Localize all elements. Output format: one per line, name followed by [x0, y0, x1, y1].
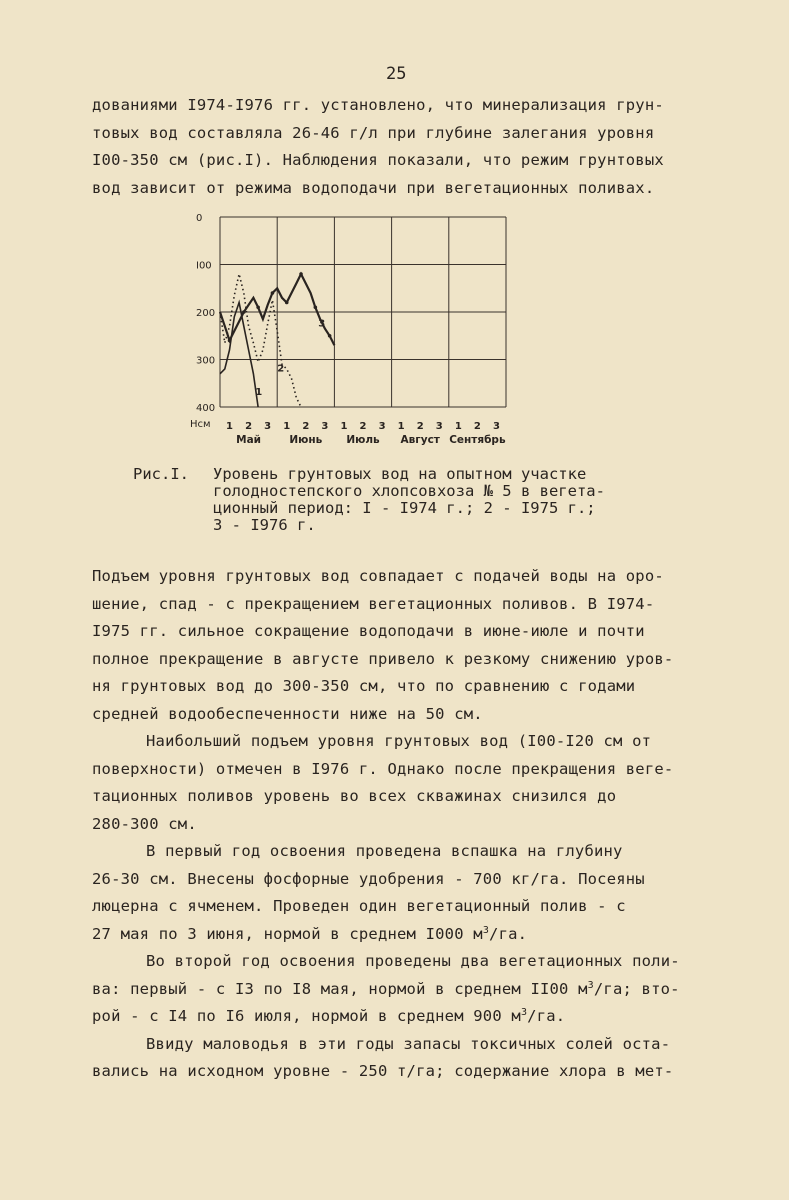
x-tick-label: 1: [226, 421, 234, 432]
figure-caption: [133, 465, 605, 534]
text-line: средней водообеспеченности ниже на 50 см.: [92, 704, 483, 723]
x-tick-label: 3: [492, 421, 500, 432]
x-tick-label: 2: [473, 421, 481, 432]
text-line: рой - с I4 по I6 июля, нормой в среднем 900 $м^3/га$.: [92, 1006, 566, 1025]
text-line: ва: первый - с I3 по I8 мая, нормой в среднем II00 $м^3/га$; вто-: [92, 979, 680, 998]
text-line: Подъем уровня грунтовых вод совпадает с подачей воды на оро-: [92, 567, 664, 585]
x-tick-label: 2: [416, 421, 424, 432]
text-line: вались на исходном уровне - 250 т/га; содержание хлора в мет-: [92, 1062, 674, 1080]
intro-paragraph: [92, 92, 712, 202]
caption-line: Уровень грунтовых вод на опытном участке: [213, 465, 587, 483]
series-marker: [242, 310, 246, 314]
x-tick-label: 2: [245, 421, 253, 432]
text-line: I975 гг. сильное сокращение водоподачи в июне-июле и почти: [92, 622, 645, 640]
paragraph: [92, 1031, 712, 1086]
y-tick-label: I00: [196, 260, 212, 272]
caption-line: 3 - I976 г.: [213, 516, 316, 534]
series-marker: [314, 305, 318, 309]
paragraph: [92, 728, 712, 838]
x-tick-label: 3: [435, 421, 443, 432]
caption-line: ционный период: I - I974 г.; 2 - I975 г.;: [213, 499, 596, 517]
paragraph: [92, 838, 712, 948]
text-line: шение, спад - с прекращением вегетационных поливов. В I974-: [92, 594, 655, 613]
series-label: 2: [277, 363, 285, 375]
body-text: [92, 563, 712, 1086]
text-line: дованиями I974-I976 гг. установлено, что минерализация грун-: [92, 96, 664, 114]
text-line: товых вод составляла 26-46 г/л при глубине залегания уровня: [92, 123, 655, 142]
y-tick-label: 300: [196, 355, 216, 367]
text-line: вод зависит от режима водоподачи при вегетационных поливах.: [92, 178, 655, 197]
page-number: 25: [386, 64, 407, 84]
x-tick-label: 1: [283, 421, 291, 432]
caption-label: Рис.I.: [133, 465, 189, 483]
series-label: 3: [318, 318, 326, 330]
text-line: ня грунтовых вод до 300-350 см, что по сравнению с годами: [92, 677, 636, 695]
month-label: Август: [400, 434, 440, 446]
x-tick-label: 2: [302, 421, 310, 432]
x-tick-label: 3: [378, 421, 386, 432]
chart-svg: [180, 205, 540, 455]
series-marker: [228, 339, 232, 343]
groundwater-chart: [180, 205, 540, 455]
y-tick-label: 400: [196, 403, 216, 414]
text-line: люцерна с ячменем. Проведен один вегетационный полив - с: [92, 897, 626, 915]
text-line: 280-300 см.: [92, 814, 197, 833]
series-marker: [256, 305, 260, 309]
series-label: 1: [255, 387, 263, 399]
month-label: Май: [236, 434, 262, 446]
month-label: Июнь: [289, 434, 323, 446]
paragraph: [92, 948, 712, 1031]
text-line: В первый год освоения проведена вспашка на глубину: [146, 842, 623, 860]
x-tick-label: 1: [397, 421, 405, 432]
text-line: поверхности) отмечен в I976 г. Однако после прекращения веге-: [92, 759, 674, 778]
x-tick-label: 1: [340, 421, 348, 432]
x-tick-label: 1: [454, 421, 462, 432]
caption-line: голодностепского хлопсовхоза № 5 в вегета-: [213, 482, 605, 500]
text-line: Наибольший подъем уровня грунтовых вод (I00-I20 см от: [146, 732, 652, 750]
text-line: 27 мая по 3 июня, нормой в среднем I000 $м^3/га$.: [92, 924, 528, 943]
text-line: Во второй год освоения проведены два вегетационных поли-: [146, 952, 680, 970]
y-tick-label: 200: [196, 308, 216, 319]
x-tick-label: 2: [359, 421, 367, 432]
x-tick-label: 3: [264, 421, 272, 432]
month-label: Сентябрь: [449, 434, 506, 446]
text-line: полное прекращение в августе привело к резкому снижению уров-: [92, 649, 674, 668]
y-axis-label: Нсм: [190, 419, 211, 430]
series-marker: [285, 301, 289, 305]
series-line-1: [220, 303, 258, 408]
series-marker: [328, 334, 332, 338]
series-marker: [271, 291, 275, 295]
month-label: Июль: [346, 434, 380, 446]
x-tick-label: 3: [321, 421, 329, 432]
text-line: 26-30 см. Внесены фосфорные удобрения - 700 кг/га. Посеяны: [92, 869, 645, 888]
text-line: Ввиду маловодья в эти годы запасы токсичных солей оста-: [146, 1034, 671, 1053]
text-line: I00-350 см (рис.I). Наблюдения показали, что режим грунтовых: [92, 151, 664, 169]
paragraph: [92, 563, 712, 728]
text-line: тационных поливов уровень во всех скважинах снизился до: [92, 787, 617, 805]
series-marker: [299, 272, 303, 276]
y-tick-label: 0: [196, 213, 203, 224]
